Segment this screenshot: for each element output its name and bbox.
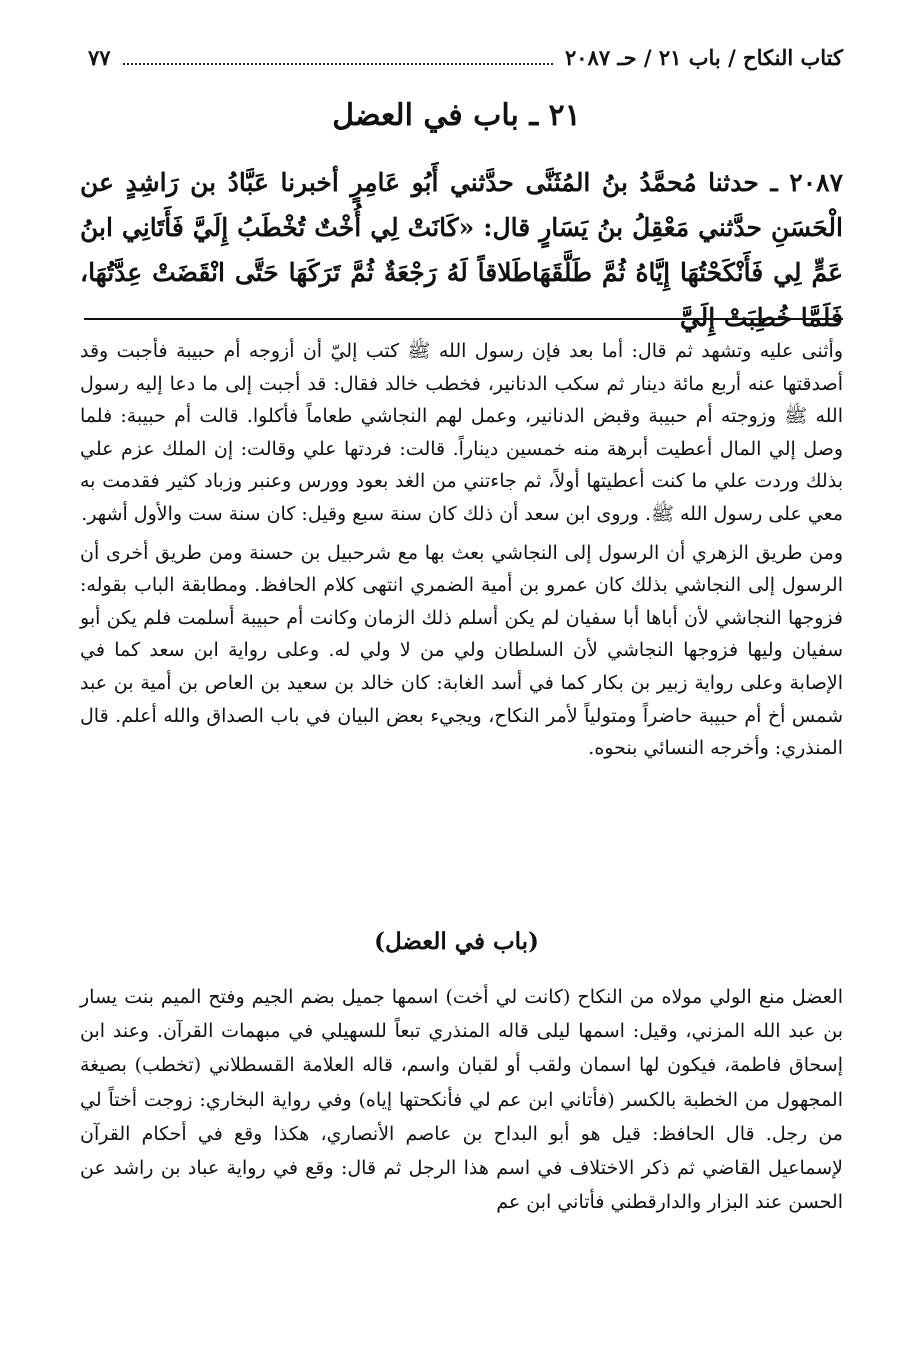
explanation-block	[80, 980, 843, 1219]
page-number: ٧٧	[88, 44, 111, 70]
hadith-text-block	[80, 160, 843, 340]
section-subheading: (باب في العضل)	[374, 928, 539, 955]
explanation-paragraph-1: العضل منع الولي مولاه من النكاح (كانت لي أخت) اسمها جميل بضم الجيم وفتح الميم بنت يسار بن عبد الله المزني، وقيل: اسمها ليلى قاله المنذري تبعاً للسهيلي في مبهمات القرآن. وعند ابن إسحاق فاطمة، فيكون لها اسمان ولقب أو لقبان واسم، قاله العلامة القسطلاني (تخطب) بصيغة المجهول من الخطبة بالكسر (فأتاني ابن عم لي فأنكحتها إياه) وفي رواية البخاري: زوجت أختاً لي من رجل. قال الحافظ: قيل هو أبو البداح بن عاصم الأنصاري، هكذا وقع في أحكام القرآن لإسماعيل القاضي ثم ذكر الاختلاف في اسم هذا الرجل ثم قال: وقع في رواية عباد بن راشد عن الحسن عند البزار والدارقطني فأتاني ابن عم	[80, 986, 843, 1214]
book-reference: كتاب النكاح / باب ٢١ / حـ ٢٠٨٧	[565, 44, 843, 70]
commentary-paragraph-2: ومن طريق الزهري أن الرسول إلى النجاشي بعث بها مع شرحبيل بن حسنة ومن طريق أخرى أن الرسول إلى النجاشي بذلك كان عمرو بن أمية الضمري انتهى كلام الحافظ. ومطابقة الباب بقوله: فزوجها النجاشي لأن أباها أبا سفيان لم يكن أسلم ذلك الزمان وكانت أم حبيبة أسلمت فلم يكن أبو سفيان وليها فزوجها النجاشي لأن السلطان ولي من لا ولي له. وعلى رواية ابن سعد كما في الإصابة وعلى رواية زبير بن بكار كما في أسد الغابة: كان خالد بن سعيد بن العاص بن أمية بن عبد شمس أخ أم حبيبة حاضراً ومتولياً لأمر النكاح، ويجيء بعض البيان في باب الصداق والله أعلم. قال المنذري: وأخرجه النسائي بنحوه.	[80, 541, 843, 760]
leader-dots	[123, 49, 553, 65]
divider-rule	[84, 318, 843, 320]
running-head	[88, 40, 843, 74]
commentary-paragraph-1: وأثنى عليه وتشهد ثم قال: أما بعد فإن رسول الله ﷺ كتب إليّ أن أزوجه أم حبيبة فأجبت وقد أصدقتها عنه أربع مائة دينار ثم سكب الدنانير، فخطب خالد فقال: قد أجبت إلى ما دعا إليه رسول الله ﷺ وزوجته أم حبيبة وقبض الدنانير، وعمل لهم النجاشي طعاماً فأكلوا. قالت أم حبيبة: فلما وصل إلي المال أعطيت أبرهة منه خمسين ديناراً. قالت: فردتها علي وقالت: إن الملك عزم علي بذلك وردت علي ما كنت أعطيتها أولاً، ثم جاءتني من الغد بعود وورس وعنبر وزباد كثير فقدمت به معي على رسول الله ﷺ. وروى ابن سعد أن ذلك كان سنة سبع وقيل: كان سنة ست والأول أشهر.	[80, 340, 844, 525]
commentary-block	[80, 335, 843, 771]
chapter-title: ٢١ ـ باب في العضل	[332, 98, 581, 133]
hadith-text: ٢٠٨٧ ـ حدثنا مُحمَّدُ بنُ المُثَنَّى حدَّثني أَبُو عَامِرٍ أخبرنا عَبَّادُ بن رَاشِدٍ عن الْحَسَنِ حدَّثني مَعْقِلُ بنُ يَسَارٍ قال: «كَانَتْ لِي أُخْتٌ تُخْطَبُ إِلَيَّ فَأَتَانِي ابنُ عَمٍّ لِي فَأَنْكَحْتُهَا إِيَّاهُ ثُمَّ طَلَّقَهَاطَلاقاً لَهُ رَجْعَةٌ ثُمَّ تَرَكَهَا حَتَّى انْقَضَتْ عِدَّتُهَا، فَلَمَّا خُطِبَتْ إِلَيَّ	[80, 168, 843, 332]
